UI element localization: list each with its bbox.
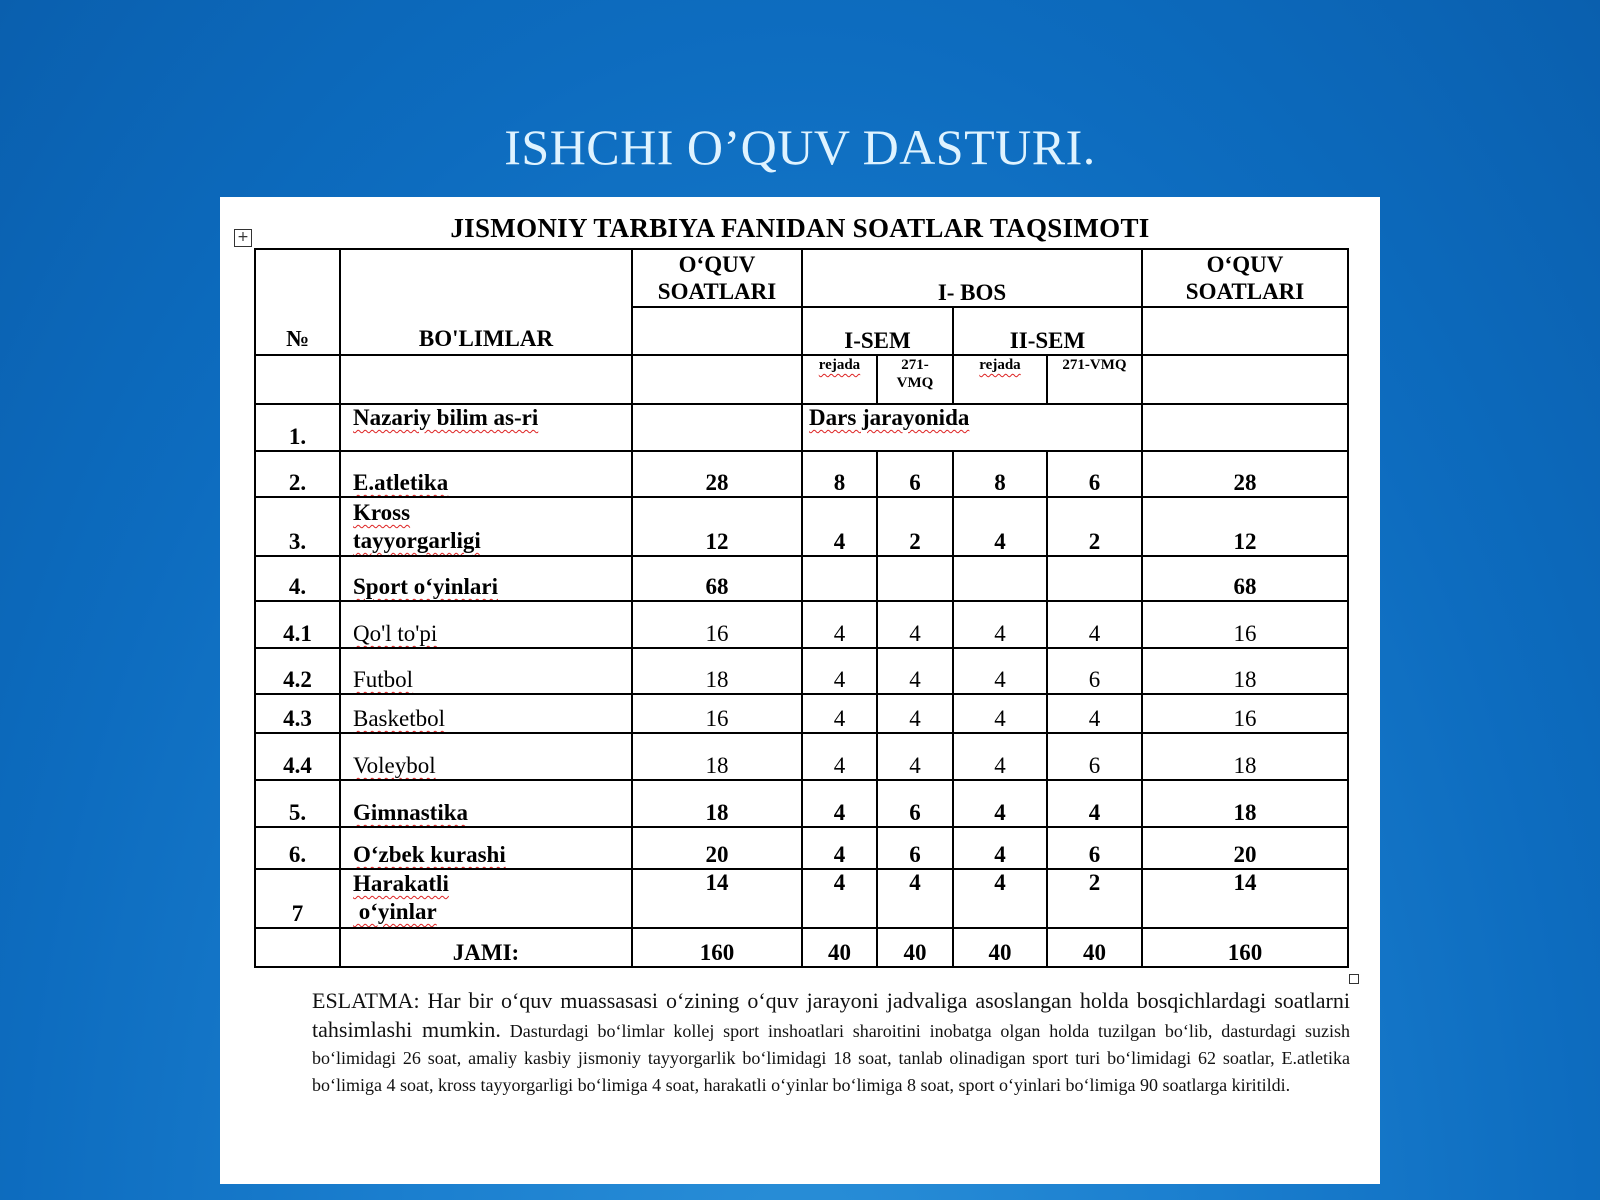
- row-total: 28: [632, 451, 802, 497]
- row-s1-plan: 4: [802, 648, 877, 694]
- hours-table: [254, 248, 1349, 968]
- row-s1-vmq: 4: [877, 694, 953, 733]
- table-row: [255, 404, 1348, 451]
- note-paragraph: [312, 987, 1350, 1099]
- row-s1-vmq: 2: [877, 497, 953, 556]
- table-row: [255, 869, 1348, 928]
- row-cell-empty: [802, 556, 877, 601]
- row-s1-plan: 4: [802, 780, 877, 827]
- table-title: JISMONIY TARBIYA FANIDAN SOATLAR TAQSIMOTI: [450, 213, 1150, 243]
- row-s1-vmq: 4: [877, 869, 953, 928]
- total-value: 160: [632, 928, 802, 967]
- header-stage: I- BOS: [802, 249, 1142, 307]
- row-name: Nazariy bilim as-ri: [340, 404, 632, 451]
- row-s1-plan: 4: [802, 694, 877, 733]
- row-total2: 14: [1142, 869, 1348, 928]
- row-s2-vmq: 4: [1047, 780, 1142, 827]
- row-name: O‘zbek kurashi: [340, 827, 632, 869]
- subheader-empty: [255, 355, 340, 404]
- row-cell-empty: [632, 404, 802, 451]
- row-total: 12: [632, 497, 802, 556]
- row-number: 4.: [255, 556, 340, 601]
- row-name: E.atletika: [340, 451, 632, 497]
- row-cell-empty: [1142, 404, 1348, 451]
- row-number: 2.: [255, 451, 340, 497]
- row-total2: 20: [1142, 827, 1348, 869]
- row-total2: 18: [1142, 648, 1348, 694]
- row-total2: 12: [1142, 497, 1348, 556]
- row-s1-plan: 4: [802, 733, 877, 780]
- row-s1-vmq: 6: [877, 780, 953, 827]
- table-row: [255, 601, 1348, 648]
- subheader-plan2: rejada: [953, 355, 1047, 404]
- subheader-plan1: rejada: [802, 355, 877, 404]
- row-name: Futbol: [340, 648, 632, 694]
- row-name: Basketbol: [340, 694, 632, 733]
- row-total2: 18: [1142, 780, 1348, 827]
- row-s2-plan: 4: [953, 869, 1047, 928]
- row-s2-vmq: 4: [1047, 694, 1142, 733]
- row-total: 18: [632, 648, 802, 694]
- row-s2-plan: 4: [953, 694, 1047, 733]
- row-s1-plan: 4: [802, 869, 877, 928]
- row-number: 4.1: [255, 601, 340, 648]
- row-name: Qo'l to'pi: [340, 601, 632, 648]
- row-total2: 28: [1142, 451, 1348, 497]
- subheader-vmq2: 271-VMQ: [1047, 355, 1142, 404]
- row-total: 68: [632, 556, 802, 601]
- row-s2-plan: 4: [953, 733, 1047, 780]
- row-total: 18: [632, 780, 802, 827]
- row-s2-vmq: 4: [1047, 601, 1142, 648]
- row-s1-plan: 4: [802, 827, 877, 869]
- table-row: [255, 497, 1348, 556]
- row-s1-vmq: 4: [877, 648, 953, 694]
- row-s1-plan: 8: [802, 451, 877, 497]
- row-number: 3.: [255, 497, 340, 556]
- table-row: [255, 733, 1348, 780]
- total-s2-plan: 40: [953, 928, 1047, 967]
- row-name: Sport o‘yinlari: [340, 556, 632, 601]
- table-row: [255, 556, 1348, 601]
- row-name: Gimnastika: [340, 780, 632, 827]
- table-row: [255, 827, 1348, 869]
- row-cell-empty: [255, 928, 340, 967]
- document-sheet: [220, 197, 1380, 1184]
- row-total: 16: [632, 694, 802, 733]
- table-move-handle-icon[interactable]: +: [234, 229, 252, 247]
- row-s2-plan: 4: [953, 601, 1047, 648]
- total-row: [255, 928, 1348, 967]
- header-hours-right: O‘QUV SOATLARI: [1142, 249, 1348, 307]
- row-s2-plan: 8: [953, 451, 1047, 497]
- row-total: 16: [632, 601, 802, 648]
- row-total: 14: [632, 869, 802, 928]
- note-lead: ESLATMA: Har bir o‘quv muassasasi o‘zining o‘quv jarayoni jadvaliga asoslangan holda bosqichlardagi soatlarni tahsimlashi mumkin.: [312, 988, 1350, 1042]
- total-value2: 160: [1142, 928, 1348, 967]
- row-s2-plan: 4: [953, 827, 1047, 869]
- row-number: 7: [255, 869, 340, 928]
- row-s2-vmq: 6: [1047, 827, 1142, 869]
- subheader-empty: [1142, 355, 1348, 404]
- row-total2: 16: [1142, 694, 1348, 733]
- row-s2-plan: 4: [953, 497, 1047, 556]
- header-sections: BO'LIMLAR: [340, 249, 632, 355]
- row-cell-empty: [1047, 556, 1142, 601]
- row-s1-plan: 4: [802, 497, 877, 556]
- row-number: 4.4: [255, 733, 340, 780]
- row-s2-vmq: 2: [1047, 869, 1142, 928]
- row-s1-vmq: 4: [877, 733, 953, 780]
- row-s1-vmq: 6: [877, 451, 953, 497]
- row-number: 1.: [255, 404, 340, 451]
- header-number: №: [255, 249, 340, 355]
- row-s1-vmq: 4: [877, 601, 953, 648]
- table-row: [255, 648, 1348, 694]
- header-empty-right: [1142, 307, 1348, 355]
- row-number: 5.: [255, 780, 340, 827]
- row-number: 6.: [255, 827, 340, 869]
- row-s1-plan: 4: [802, 601, 877, 648]
- note-body: Dasturdagi bo‘limlar kollej sport inshoatlari sharoitini inobatga olgan holda tuzilgan bo‘lib, dasturdagi suzish bo‘limidagi 26 soat, amaliy kasbiy jismoniy tayyorgarlik bo‘limidagi 18 soat, tanlab olinadigan sport turi bo‘limidagi 62 soatlar, E.atletika bo‘limiga 4 soat, kross tayyorgarligi bo‘limiga 4 soat, harakatli o‘yinlar bo‘limiga 8 soat, sport o‘yinlari bo‘limiga 90 soatlarga kiritildi.: [312, 1021, 1350, 1095]
- total-s1-vmq: 40: [877, 928, 953, 967]
- row-s2-plan: 4: [953, 780, 1047, 827]
- table-row: [255, 451, 1348, 497]
- row-total: 18: [632, 733, 802, 780]
- total-s1-plan: 40: [802, 928, 877, 967]
- header-sem1: I-SEM: [802, 307, 953, 355]
- row-s2-vmq: 2: [1047, 497, 1142, 556]
- row-total2: 68: [1142, 556, 1348, 601]
- row-name: Kross tayyorgarligi: [340, 497, 632, 556]
- row-name: Voleybol: [340, 733, 632, 780]
- row-s1-vmq: 6: [877, 827, 953, 869]
- row-s2-vmq: 6: [1047, 733, 1142, 780]
- row-s2-plan: 4: [953, 648, 1047, 694]
- subheader-empty: [340, 355, 632, 404]
- subheader-empty: [632, 355, 802, 404]
- total-label: JAMI:: [340, 928, 632, 967]
- row-total: 20: [632, 827, 802, 869]
- row-number: 4.2: [255, 648, 340, 694]
- subheader-vmq1: 271-VMQ: [877, 355, 953, 404]
- row-cell-empty: [877, 556, 953, 601]
- table-resize-handle-icon[interactable]: [1349, 974, 1359, 984]
- row-s2-vmq: 6: [1047, 648, 1142, 694]
- header-hours-left: O‘QUV SOATLARI: [632, 249, 802, 307]
- table-row: [255, 780, 1348, 827]
- row-total2: 18: [1142, 733, 1348, 780]
- row-number: 4.3: [255, 694, 340, 733]
- row-cell-empty: [953, 556, 1047, 601]
- row-name: Harakatli o‘yinlar: [340, 869, 632, 928]
- row-total2: 16: [1142, 601, 1348, 648]
- header-sem2: II-SEM: [953, 307, 1142, 355]
- header-empty-left: [632, 307, 802, 355]
- table-row: [255, 694, 1348, 733]
- total-s2-vmq: 40: [1047, 928, 1142, 967]
- slide-title: ISHCHI O’QUV DASTURI.: [504, 119, 1096, 175]
- row-merged-note: Dars jarayonida: [802, 404, 1142, 451]
- row-s2-vmq: 6: [1047, 451, 1142, 497]
